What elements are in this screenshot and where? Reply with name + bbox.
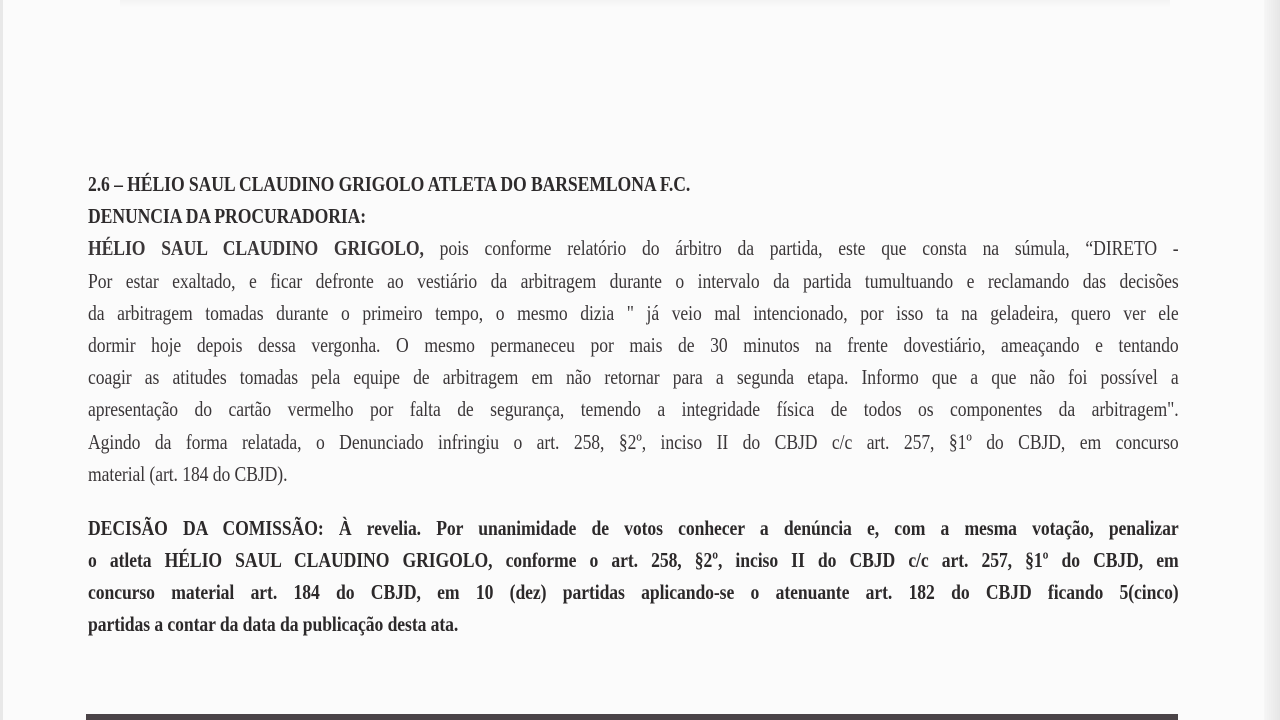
decisao-line-4: partidas a contar da data da publicação desta ata. [88,612,459,637]
top-bleed-through [120,0,1170,8]
decisao-line-1: DECISÃO DA COMISSÃO: À revelia. Por unanimidade de votos conhecer a denúncia e, com a mesma votação, penalizar [88,515,1179,540]
denuncia-line-1-text: pois conforme relatório do árbitro da partida, este que consta na súmula, “DIRETO - [423,236,1179,261]
decisao-line-3: concurso material art. 184 do CBJD, em 10 (dez) partidas aplicando-se o atenuante art. 182 do CBJD ficando 5(cinco) [88,580,1179,605]
page-left-edge [0,0,3,720]
page-right-edge [1264,0,1280,720]
denuncia-heading: DENUNCIA DA PROCURADORIA: [88,204,367,229]
denuncia-line-8: material (art. 184 do CBJD). [88,461,288,486]
denuncia-line-1 [88,232,1179,264]
denuncia-line-7: Agindo da forma relatada, o Denunciado infringiu o art. 258, §2º, inciso II do CBJD c/c art. 257, §1º do CBJD, em concurso [88,429,1179,454]
denuncia-line-5: coagir as atitudes tomadas pela equipe de arbitragem em não retornar para a segunda etapa. Informo que a que não foi possível a [88,365,1179,390]
bottom-rule [86,714,1178,720]
paragraph-gap [88,490,1178,512]
document-content [88,168,1178,641]
denuncia-line-3: da arbitragem tomadas durante o primeiro tempo, o mesmo dizia " já veio mal intencionado, por isso ta na geladeira, quero ver ele [88,300,1179,325]
defendant-name: HÉLIO SAUL CLAUDINO GRIGOLO, [88,236,424,261]
denuncia-line-2: Por estar exaltado, e ficar defronte ao vestiário da arbitragem durante o intervalo da partida tumultuando e reclamando das decisões [88,268,1179,293]
section-heading: 2.6 – HÉLIO SAUL CLAUDINO GRIGOLO ATLETA DO BARSEMLONA F.C. [88,172,691,196]
denuncia-line-4: dormir hoje depois dessa vergonha. O mesmo permaneceu por mais de 30 minutos na frente dovestiário, ameaçando e tentando [88,332,1179,357]
decisao-line-2: o atleta HÉLIO SAUL CLAUDINO GRIGOLO, conforme o art. 258, §2º, inciso II do CBJD c/c art. 257, §1º do CBJD, em [88,548,1179,573]
denuncia-line-6: apresentação do cartão vermelho por falta de segurança, temendo a integridade física de todos os componentes da arbitragem". [88,397,1179,422]
